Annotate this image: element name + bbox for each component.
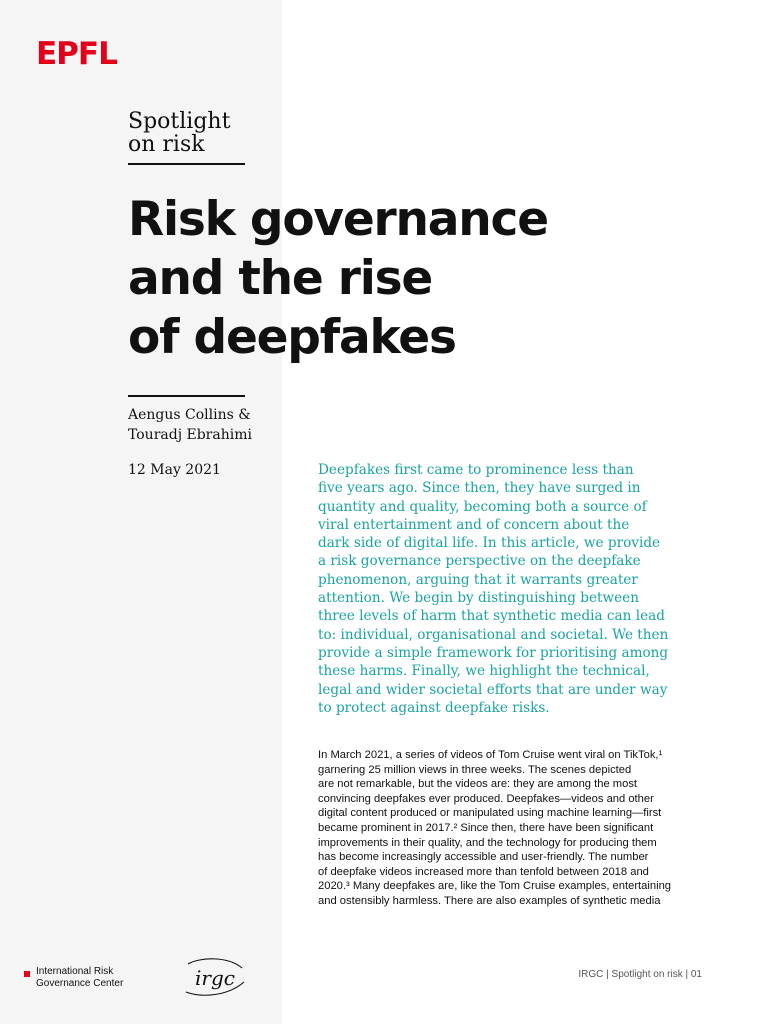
abstract-line: to protect against deepfake risks. — [318, 699, 550, 716]
author-line-2: Touradj Ebrahimi — [128, 427, 252, 443]
epfl-logo-text: EPFL — [36, 36, 117, 72]
red-square-icon — [24, 971, 30, 977]
abstract-line: provide a simple framework for prioritising among — [318, 644, 669, 661]
body-line: became prominent in 2017.² Since then, there have been significant — [318, 821, 654, 834]
authors — [128, 405, 252, 445]
body-line: In March 2021, a series of videos of Tom Cruise went viral on TikTok,¹ — [318, 749, 663, 761]
abstract-line: these harms. Finally, we highlight the technical, — [318, 663, 650, 680]
body-text — [318, 748, 718, 909]
series-label — [128, 110, 245, 156]
author-line-1: Aengus Collins & — [128, 407, 251, 423]
body-line: and ostensibly harmless. There are also examples of synthetic media — [318, 894, 661, 907]
title-line-3: of deepfakes — [128, 310, 456, 365]
irgc-logo-icon — [182, 956, 248, 998]
footer-page-info: IRGC | Spotlight on risk | 01 — [578, 969, 702, 980]
title-line-1: Risk governance — [128, 192, 548, 247]
org-line-2: Governance Center — [36, 978, 124, 989]
abstract-line: a risk governance perspective on the deepfake — [318, 553, 641, 570]
abstract-line: to: individual, organisational and societal. We then — [318, 626, 669, 643]
abstract-line: three levels of harm that synthetic media can lead — [318, 608, 665, 625]
abstract-line: viral entertainment and of concern about the — [318, 516, 630, 533]
publication-date: 12 May 2021 — [128, 462, 221, 478]
abstract — [318, 461, 718, 717]
org-line-1: International Risk — [36, 966, 114, 977]
title-divider — [128, 395, 245, 397]
body-line: are not remarkable, but the videos are: they are among the most — [318, 778, 638, 791]
epfl-logo — [36, 36, 117, 72]
abstract-line: Deepfakes first came to prominence less than — [318, 462, 634, 478]
abstract-line: dark side of digital life. In this article, we provide — [318, 535, 661, 552]
abstract-line: phenomenon, arguing that it warrants greater — [318, 571, 638, 588]
body-line: improvements in their quality, and the technology for producing them — [318, 836, 657, 849]
body-line: 2020.³ Many deepfakes are, like the Tom Cruise examples, entertaining — [318, 880, 672, 893]
series-label-line-1: Spotlight — [128, 109, 231, 134]
footer-organization — [24, 966, 123, 990]
abstract-line: legal and wider societal efforts that are under way — [318, 681, 668, 698]
abstract-line: attention. We begin by distinguishing between — [318, 590, 639, 607]
body-line: digital content produced or manipulated using machine learning—first — [318, 807, 662, 820]
body-line: garnering 25 million views in three weeks. The scenes depicted — [318, 763, 632, 776]
title-line-2: and the rise — [128, 251, 433, 306]
page-title — [128, 190, 728, 367]
body-line: convincing deepfakes ever produced. Deepfakes—videos and other — [318, 792, 654, 805]
body-line: has become increasingly accessible and user-friendly. The number — [318, 851, 649, 864]
series-label-line-2: on risk — [128, 132, 205, 157]
body-line: of deepfake videos increased more than tenfold between 2018 and — [318, 865, 649, 878]
organization-name — [36, 966, 123, 990]
irgc-logo-text: irgc — [195, 966, 235, 990]
abstract-line: five years ago. Since then, they have surged in — [318, 480, 641, 497]
abstract-line: quantity and quality, becoming both a source of — [318, 498, 647, 515]
series-divider — [128, 163, 245, 165]
